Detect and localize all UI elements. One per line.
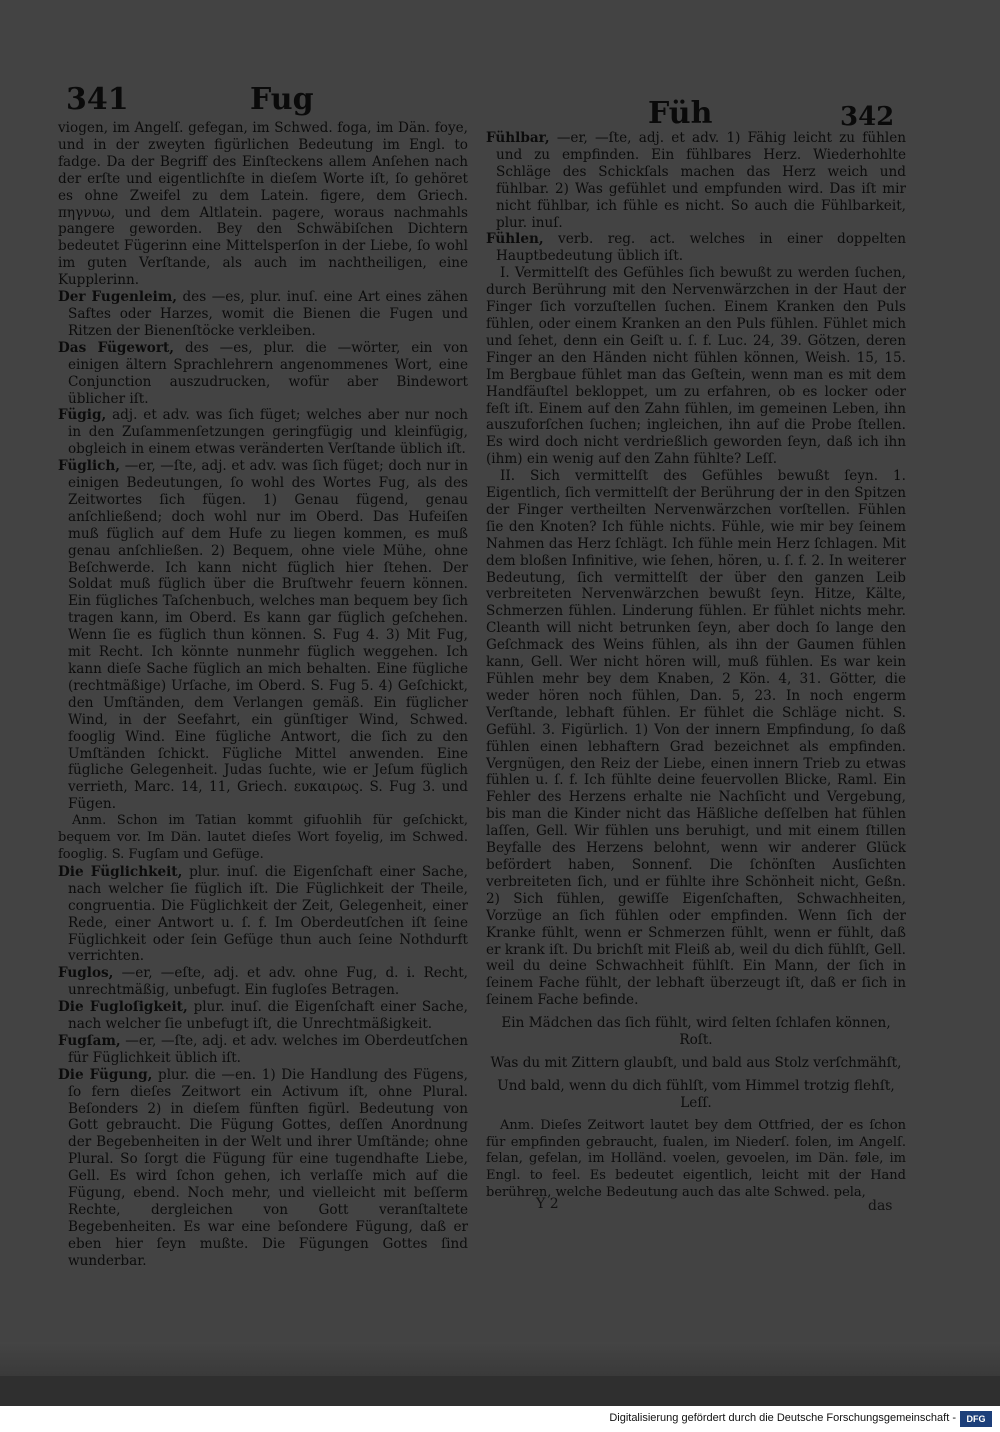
entry-text: I. Vermittelſt des Gefühles ſich bewußt zu werden ſuchen, durch Berührung mit den Nervenwärzchen in der Haut der Finger ſich vorzuſtellen ſuchen. Einem Kranken den Puls fühlen, oder einem Kranken an den Puls fühlen. Fühlet mich und ſehet, denn ein Geiſt u. ſ. f. Luc. 24, 39. Götzen, deren Finger an den Händen nicht fühlen können, Weish. 15, 15. Im Bergbaue fühlet man das Geſtein, wenn man es mit dem Handfäuſtel bekloppet, um zu erfahren, ob es locker oder feſt iſt. Einem auf den Zahn fühlen, im gemeinen Leben, ihn auszuforſchen ſuchen; ingleichen, ihn auf die Probe ſtellen. Es wird doch nicht verdrießlich geworden ſeyn, daß ich ihn (ihm) ein wenig auf den Zahn fühlte? Leſſ.	[486, 265, 906, 468]
verse-line: Ein Mädchen das ſich fühlt, wird ſelten ſchlafen können, Roſt.	[501, 1015, 891, 1049]
dictionary-entry	[58, 999, 468, 1033]
dfg-logo-icon: DFG	[960, 1411, 992, 1427]
entry-lemma: Fühlen,	[486, 231, 544, 248]
page-fold-shadow	[0, 1342, 1000, 1376]
dictionary-entry	[58, 1067, 468, 1270]
right-column	[486, 130, 906, 1202]
dictionary-entry	[58, 965, 468, 999]
entry-lemma: Füglich,	[58, 458, 121, 475]
dictionary-entry	[58, 407, 468, 458]
running-head-right: Füh	[648, 96, 713, 131]
entry-annotation	[486, 1118, 906, 1203]
entry-text: Anm. Schon im Tatian kommt gifuohlih für geſchickt, bequem vor. Im Dän. lautet dieſes Wort foyelig, im Schwed. fooglig. S. Fugſam und Gefüge.	[58, 813, 468, 862]
dictionary-entry	[58, 458, 468, 813]
entry-text: des —es, plur. inuſ. eine Art eines zähen Saftes oder Harzes, womit die Bienen die Fugen und Ritzen der Bienenſtöcke verkleiben.	[68, 289, 468, 339]
entry-text: —er, —eſte, adj. et adv. ohne Fug, d. i. Recht, unrechtmäßig, unbefugt. Ein fugloſes Betragen.	[68, 965, 468, 999]
page-number-left: 341	[66, 82, 129, 117]
entry-text: —er, —ſte, adj. et adv. was ſich füget; doch nur in einigen Bedeutungen, ſo wohl des Wortes Fug, als des Zeitwortes ſich fügen. 1) Genau fügend, genau anſchließend; doch wohl nur im Oberd. Das Hufeiſen muß füglich auf dem Hufe zu liegen kommen, es muß genau anſchließen. 2) Bequem, ohne viele Mühe, ohne Beſchwerde. Ich kann nicht füglich hier ſtehen. Der Soldat muß füglich über die Bruſtwehr feuern können. Ein fügliches Taſchenbuch, welches man bequem bey ſich tragen kann, im Oberd. Es kann gar füglich geſchehen. Wenn ſie es füglich thun können. S. Fug 4. 3) Mit Fug, mit Recht. Ich könnte nunmehr füglich weggehen. Ich kann dieſe Sache füglich an mich behalten. Eine fügliche (rechtmäßige) Urſache, im Oberd. S. Fug 5. 4) Geſchickt, den Umſtänden, dem Verlangen gemäß. Ein füglicher Wind, in der Seefahrt, ein günſtiger Wind, Schwed. fooglig Wind. Eine fügliche Antwort, die ſich zu den Umſtänden ſchickt. Fügliche Mittel anwenden. Eine fügliche Gelegenheit. Judas ſuchte, wie er Jeſum füglich verrieth, Marc. 14, 11, Griech. ευκαιρως. S. Fug 3. und Fügen.	[68, 458, 469, 813]
dictionary-entry	[486, 231, 906, 265]
entry-text: viogen, im Angelſ. gefegan, im Schwed. foga, im Dän. foye, und in der zweyten figürlichen Bedeutung im Engl. to fadge. Da der Begriff des Einſteckens allem Anſehen nach der erſte und eigentlichſte in dieſem Worte iſt, ſo gehöret es ohne Zweifel zu dem Latein. figere, dem Griech. πηγνυω, und dem Altlatein. pagere, woraus nachmahls pangere geworden. Bey den Schwäbiſchen Dichtern bedeutet Fügerinn eine Mittelsperſon in der Liebe, ſo wohl im guten Verſtande, als auch im nachtheiligen, eine Kupplerinn.	[58, 120, 468, 289]
entry-text: —er, —ſte, adj. et adv. 1) Fähig leicht zu fühlen und zu empfinden. Ein fühlbares Herz. Wiederhohlte Schläge des Schickſals machen das Herz weich und fühlbar. 2) Was gefühlet und empfunden wird. Das iſt mir nicht fühlbar, ich fühle es nicht. So auch die Fühlbarkeit, plur. inuſ.	[496, 130, 906, 231]
entry-text: plur. inuſ. die Eigenſchaft einer Sache, nach welcher ſie füglich iſt. Die Füglichkeit der Theile, congruentia. Die Füglichkeit der Zeit, Gelegenheit, einer Rede, einer Antwort u. ſ. f. Im Oberdeutſchen iſt ſeine Füglichkeit oder ſein Gefüge thun auch ſeine Nothdurft verrichten.	[68, 863, 469, 965]
entry-lemma: Die Füglichkeit,	[58, 863, 183, 880]
entry-text: II. Sich vermittelſt des Gefühles bewußt ſeyn. 1. Eigentlich, ſich vermittelſt der Berührung der in den Spitzen der Finger vertheilten Nervenwärzchen vorſtellen. Fühlen ſie den Knoten? Ich fühle nichts. Fühle, wie mir bey ſeinem Nahmen das Herz ſchlägt. Ich fühle mein Herz ſchlagen. Mit dem bloßen Infinitive, wie ſehen, hören, u. ſ. f. 2. In weiterer Bedeutung, ſich vermittelſt der über den ganzen Leib verbreiteten Nervenwärzchen bewußt ſeyn. Hitze, Kälte, Schmerzen fühlen. Linderung fühlen. Er fühlet nichts mehr. Cleanth will nicht betrunken ſeyn, aber doch ſo lange den Geſchmack des Weins fühlen, als ihn der Gaumen fühlen kann, Gell. Wer nicht hören will, muß fühlen. Es war kein Fühlen mehr bey dem Knaben, 2 Kön. 4, 31. Götter, die weder hören noch fühlen, Dan. 5, 23. In noch engerm Verſtande, lebhaft fühlen. Er fühlet die Schläge nicht. S. Gefühl. 3. Figürlich. 1) Von der innern Empfindung, ſo daß fühlen einen lebhaftern Grad bezeichnet als empfinden. Vergnügen, den Reiz der Liebe, einen innern Trieb zu etwas fühlen u. ſ. f. Ich fühlte deine feuervollen Blicke, Raml. Ein Fehler des Herzens erhalte nie Nachſicht und Vergebung, bis man die Kinder nicht das Häßliche deſſelben hat fühlen laſſen, Gell. Wir fühlen uns beruhigt, und mit einem ſtillen Beyfalle des Herzens belohnt, wenn wir anderer Glück befördert haben, Sonnenf. Die ſchönſten Ausſichten verbreiteten ſich, und er fühlte ihre Schönheit nicht, Geßn. 2) Sich fühlen, gewiſſe Eigenſchaften, Schwachheiten, Vorzüge an ſich fühlen oder empfinden. Wenn ſich der Kranke fühlt, wenn er Schmerzen fühlt, wenn er fühlt, daß er krank iſt. Du brichſt mit Fleiß ab, weil du dich fühlſt, Gell. weil du deine Schwachheit fühlſt. Ein Mann, der ſich in ſeinem Fache fühlt, der lebhaft überzeugt iſt, daß er ſich in ſeinem Fache befinde.	[486, 468, 906, 1009]
dictionary-entry	[58, 340, 468, 408]
footer-credit: Digitalisierung gefördert durch die Deutsche Forschungsgemeinschaft -	[609, 1412, 956, 1424]
entry-section	[486, 265, 906, 468]
entry-text: —er, —ſte, adj. et adv. welches im Oberdeutſchen für Füglichkeit üblich iſt.	[68, 1032, 468, 1066]
verse-line: Was du mit Zittern glaubſt, und bald aus Stolz verſchmähſt,	[490, 1054, 902, 1071]
left-column	[58, 120, 468, 1270]
verse-line: Und bald, wenn du dich fühlſt, vom Himmel trotzig flehſt, Leſſ.	[497, 1077, 895, 1111]
entry-text: Anm. Dieſes Zeitwort lautet bey dem Ottfried, der es ſchon für empfinden gebraucht, fualen, im Niederſ. folen, im Angelſ. felan, gefelan, im Holländ. voelen, gevoelen, im Dän. føle, im Engl. to feel. Es bedeutet eigentlich, leicht mit der Hand berühren, welche Bedeutung auch das alte Schwed. pela,	[486, 1117, 906, 1201]
entry-annotation	[58, 813, 468, 864]
running-head-left: Fug	[250, 82, 314, 117]
entry-lemma: Der Fugenleim,	[58, 289, 177, 306]
entry-lemma: Das Fügewort,	[58, 339, 174, 356]
entry-lemma: Fügig,	[58, 407, 107, 424]
digitization-footer	[0, 1406, 1000, 1432]
dictionary-entry	[58, 1033, 468, 1067]
entry-text: plur. die —en. 1) Die Handlung des Fügens, ſo fern dieſes Zeitwort ein Activum iſt, ohne Plural. Beſonders 2) in dieſem fünften figürl. Bedeutung von Gott gebraucht. Die Fügung Gottes, deſſen Anordnung der Begebenheiten in der Welt und ihrer Umſtände; ohne Plural. So ſorgt die Fügung für eine tugendhafte Liebe, Gell. Es wird ſchon gehen, ich verlaſſe mich auf die Fügung, ebend. Noch mehr, und vielleicht mit beſſerm Rechte, dergleichen von Gott veranſtaltete Begebenheiten. Es war eine beſondere Fügung, daß er eben hier ſeyn mußte. Die Fügungen Gottes ſind wunderbar.	[68, 1066, 468, 1269]
entry-text: plur. inuſ. die Eigenſchaft einer Sache, nach welcher ſie unbefugt iſt, die Unrechtmäßigkeit.	[68, 999, 469, 1033]
signature-mark: Y 2	[536, 1196, 559, 1212]
dictionary-entry	[58, 289, 468, 340]
entry-lemma: Fühlbar,	[486, 130, 550, 146]
verse-quote	[486, 1015, 906, 1112]
entry-text: verb. reg. act. welches in einer doppelten Hauptbedeutung üblich iſt.	[496, 231, 906, 265]
entry-section	[486, 468, 906, 1009]
entry-lemma: Fuglos,	[58, 965, 114, 982]
catchword: das	[868, 1198, 893, 1214]
entry-lemma: Fugſam,	[58, 1032, 121, 1049]
dictionary-entry	[58, 864, 468, 965]
entry-text: adj. et adv. was ſich füget; welches aber nur noch in den Zuſammenſetzungen geringfügig und kleinfügig, obgleich in einem etwas veränderten Verſtande üblich iſt.	[68, 407, 468, 458]
entry-lemma: Die Fugloſigkeit,	[58, 999, 188, 1016]
dictionary-entry	[486, 130, 906, 231]
page-number-right: 342	[840, 102, 895, 132]
entry-lemma: Die Fügung,	[58, 1066, 153, 1083]
entry-text: des —es, plur. die —wörter, ein von einigen ältern Sprachlehrern angenommenes Wort, eine Conjunction auszudrucken, wofür aber Bindewort üblicher iſt.	[68, 339, 468, 407]
dictionary-entry	[58, 120, 468, 289]
